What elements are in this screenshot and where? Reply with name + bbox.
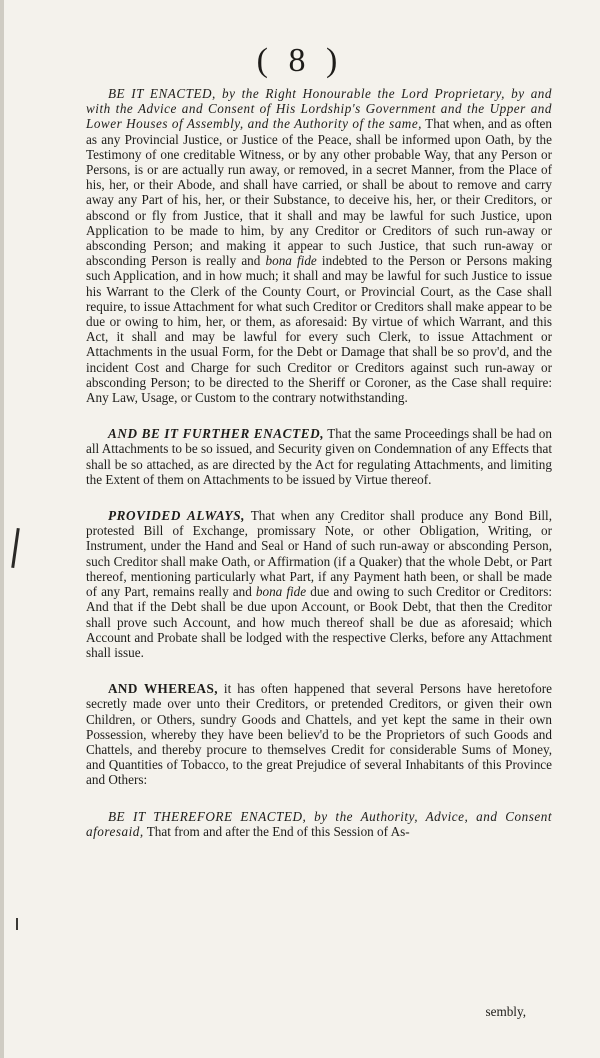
paragraph-tail: due and owing to such Creditor or Creditors: And that if the Debt shall be due upon Account, or Book Debt, that then the Creditor shall prove such Account, and how much thereof shall be due as aforesaid; which Account and Probate shall be lodged with the respective Clerks, before any Attachment shall issue. xyxy=(86,584,552,660)
paragraph-lead: PROVIDED ALWAYS, xyxy=(108,508,246,524)
paragraph-enacting-clause xyxy=(86,86,552,405)
paragraph-lead: BE IT ENACTED, by the Right Honourable the Lord Proprietary, by and with the Advice and Consent of His Lordship's Government and the Upper and Lower Houses of Assembly, and the Authority of the same, xyxy=(86,86,552,132)
paragraph-lead: AND BE IT FURTHER ENACTED, xyxy=(108,426,325,442)
margin-ink-mark xyxy=(11,528,20,568)
page-number: ( 8 ) xyxy=(256,42,344,79)
paragraph-provided-always xyxy=(86,508,552,660)
paragraph-body: That from and after the End of this Session of As- xyxy=(143,823,410,839)
paragraph-tail: indebted to the Person or Persons making such Application, and in how much; it shall and may be lawful for such Justice to issue his Warrant to the Clerk of the County Court, or Provincial Court, as the Case shall require, to issue Attachment for what such Creditor or Creditors shall make appear to be due or owing to him, her, or them, as aforesaid: By virtue of which Warrant, and this Act, it shall and may be lawful for every such Clerk, to issue Attachment or Attachments in the usual Form, for the Debt or Damage that shall be so prov'd, and the incident Cost and Charge for such Creditor or Creditors against such run-away or absconding Person; to be directed to the Sheriff or Coroner, as the Case shall require: Any Law, Usage, or Custom to the contrary notwithstanding. xyxy=(86,253,552,406)
paragraph-body: That when, and as often as any Provincial Justice, or Justice of the Peace, shall be informed upon Oath, by the Testimony of one creditable Witness, or by any other probable Way, that any Person or Persons, is or are actually run away, or removed, in a secret Manner, from the Place of his, her, or their Abode, and shall have carried, or shall be about to remove and carry away any Part of his, her, or their Substance, to deceive his, her, or their Creditors, or abscond or fly from Justice, that it shall and may be lawful for such Justice, upon Application to be made to him, by any Creditor or Creditors of such run-away or absconding Person; and making it appear to such Justice, that such run-away or absconding Person is really and xyxy=(86,116,552,269)
paragraph-body: That when any Creditor shall produce any Bond Bill, protested Bill of Exchange, promissary Note, or other Obligation, Writing, or Instrument, under the Hand and Seal or Hand of such run-away or absconding Person, such Creditor shall make Oath, or Affirmation (if a Quaker) that the whole Debt, or Part thereof, mentioning particularly what Part, if any Payment hath been, or shall be made of any Part, remains really and xyxy=(86,508,552,600)
paragraph-italic: bona fide xyxy=(265,253,317,269)
paragraph-italic: bona fide xyxy=(255,584,307,600)
catchword: sembly, xyxy=(485,1004,526,1019)
paragraph-lead: AND WHEREAS, xyxy=(108,681,218,697)
paragraph-further-enacted xyxy=(86,426,552,487)
paragraph-body: That the same Proceedings shall be had on all Attachments to be so issued, and Security given on Condemnation of any Effects that shall be so attached, as are directed by the Act for regulating Attachments, and limiting the Extent of them on Attachments to be issued by Virtue thereof. xyxy=(86,426,552,487)
paragraph-whereas xyxy=(86,681,552,787)
paragraph-therefore-enacted xyxy=(86,809,552,839)
document-body xyxy=(86,86,552,860)
paragraph-body: it has often happened that several Persons have heretofore secretly made over unto their Creditors, or pretended Creditors, or given their own Children, or Others, sundry Goods and Chattels, and yet kept the same in their own Possession, whereby they have been believ'd to be the Proprietors of such Goods and Chattels, and thereby procure to themselves Credit for considerable Sums of Money, and Quantities of Tobacco, to the great Prejudice of several Inhabitants of this Province and Others: xyxy=(86,681,552,788)
page-edge-shadow xyxy=(0,0,4,1058)
margin-ink-mark xyxy=(16,918,18,930)
paragraph-lead: BE IT THEREFORE ENACTED, by the Authority, Advice, and Consent aforesaid, xyxy=(86,808,552,839)
